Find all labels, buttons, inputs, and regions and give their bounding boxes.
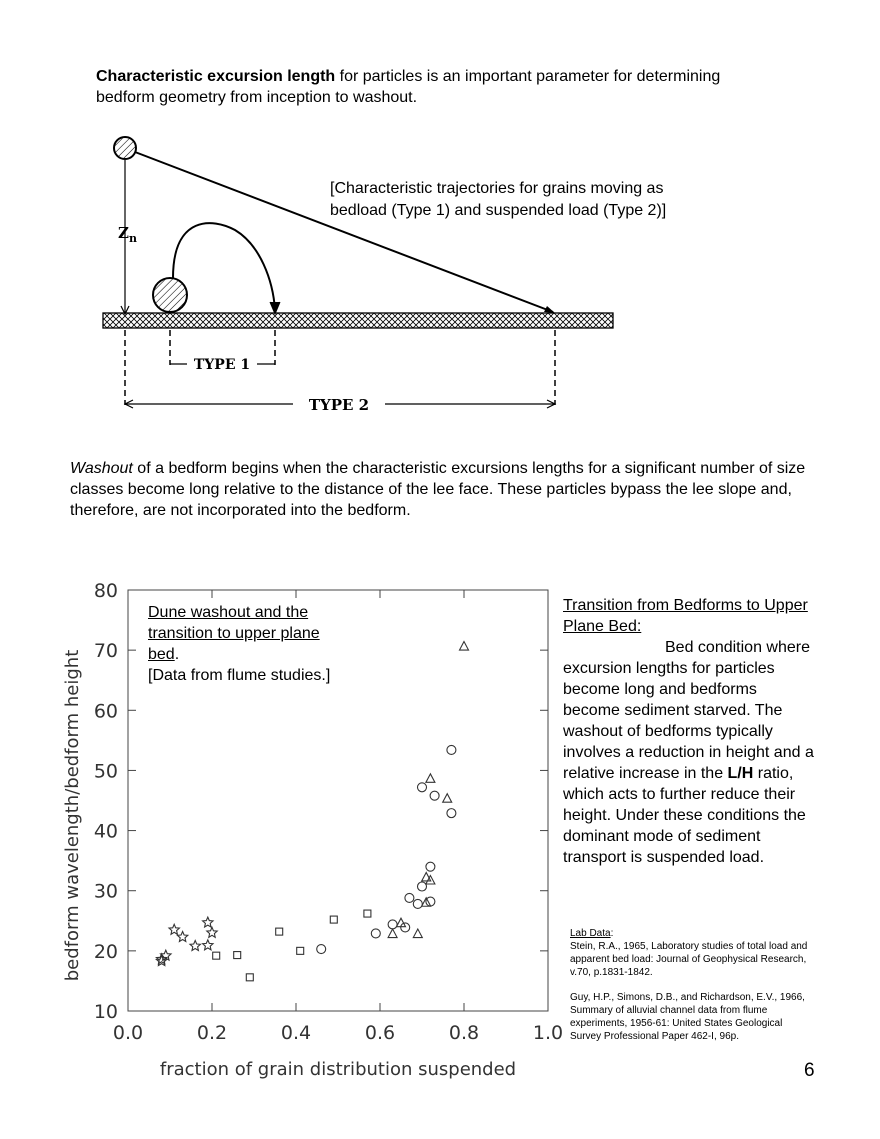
circle-point [447,745,456,754]
reference-stein: Stein, R.A., 1965, Laboratory studies of total load and apparent bed load: Journal of Geophysical Research, v.70, p.1831-1842. [570,941,808,978]
x-tick-label: 0.0 [112,1022,144,1044]
circle-point [426,862,435,871]
star-point [169,924,179,934]
lab-data-colon: : [610,928,614,939]
triangle-point [413,929,422,938]
y-tick-label: 50 [93,760,118,783]
square-point [297,947,304,954]
star-point [177,932,187,942]
type2-arrowhead [544,306,555,313]
washout-text: of a bedform begins when the characteristic excursions lengths for a significant number of size classes become long relative to the distance of the lee face. These particles bypass the lee slope and, therefore, are not incorporated into the bedform. [70,460,806,519]
lab-data-heading: Lab Data [570,928,611,939]
circle-point [317,945,326,954]
type2-label: TYPE 2 [308,396,370,414]
transition-heading: Transition from Bedforms to Upper Plane Bed: [563,597,808,635]
y-axis-label: bedform wavelength/bedform height [62,649,83,982]
circle-point [388,920,397,929]
type1-arrowhead [270,302,280,314]
circle-point [405,893,414,902]
bed-layer [103,313,613,328]
square-point [364,910,371,917]
washout-italic-term: Washout [70,460,133,477]
star-point [203,940,213,950]
y-tick-label: 30 [93,880,118,903]
transition-text [563,595,818,868]
suspended-grain [114,137,136,159]
plot-note-source: [Data from flume studies.] [148,667,331,684]
circle-point [447,809,456,818]
transition-body-2: ratio, which acts to further reduce their height. Under these conditions the dominant mode of sediment transport is suspended load. [563,765,806,866]
trajectory-diagram [95,130,625,430]
diagram-caption: [Characteristic trajectories for grains moving as bedload (Type 1) and suspended load (Type 2)] [330,180,667,219]
lab-data-references [570,927,810,1055]
x-tick-label: 1.0 [532,1022,564,1044]
type1-label: TYPE 1 [193,357,251,373]
square-point [246,974,253,981]
x-axis-label: fraction of grain distribution suspended [159,1059,517,1080]
y-tick-label: 70 [93,640,118,663]
x-tick-label: 0.4 [280,1022,312,1044]
plot-note [148,602,348,686]
circle-point [401,923,410,932]
square-point [234,952,241,959]
circle-point [430,791,439,800]
triangle-point [426,774,435,783]
y-tick-label: 10 [93,1001,118,1023]
y-tick-label: 80 [93,580,118,602]
reference-guy: Guy, H.P., Simons, D.B., and Richardson, E.V., 1966, Summary of alluvial channel data from flume experiments, 1956-61: United States Geological Survey Professional Paper 462-I, 96p. [570,992,805,1042]
plot-marks [156,642,468,981]
triangle-point [443,794,452,803]
transition-body-1: Bed condition where excursion lengths for particles become long and bedforms become sediment starved. The washout of bedforms typically involves a reduction in height and a relative increase in the [563,639,814,782]
square-point [330,916,337,923]
intro-paragraph [96,66,736,108]
page-number: 6 [804,1060,815,1081]
bedload-grain [153,278,187,312]
x-tick-label: 0.6 [364,1022,396,1044]
type2-trajectory [135,152,553,312]
intro-bold-term: Characteristic excursion length [96,68,336,85]
triangle-point [388,929,397,938]
zn-label: $Z_n$ [118,224,137,245]
circle-point [418,783,427,792]
x-tick-label: 0.8 [448,1022,480,1044]
plot-note-title: Dune washout and the transition to upper plane bed [148,604,320,663]
washout-paragraph [70,458,830,521]
star-point [207,927,217,937]
lh-ratio-term: L/H [727,765,754,782]
star-point [190,941,200,951]
star-point [203,917,213,927]
circle-point [418,882,427,891]
circle-point [371,929,380,938]
y-tick-label: 40 [93,820,118,843]
lab-data-ref1-block [570,927,810,979]
type1-trajectory [173,223,275,310]
y-tick-label: 20 [93,940,118,963]
x-tick-label: 0.2 [196,1022,228,1044]
y-tick-label: 60 [93,700,118,723]
triangle-point [460,642,469,651]
square-point [213,952,220,959]
intro-text: for particles is an important parameter for determining bedform geometry from inception to washout. [96,68,721,106]
plot-note-period: . [174,646,180,663]
star-point [161,950,171,960]
circle-point [413,899,422,908]
square-point [276,928,283,935]
